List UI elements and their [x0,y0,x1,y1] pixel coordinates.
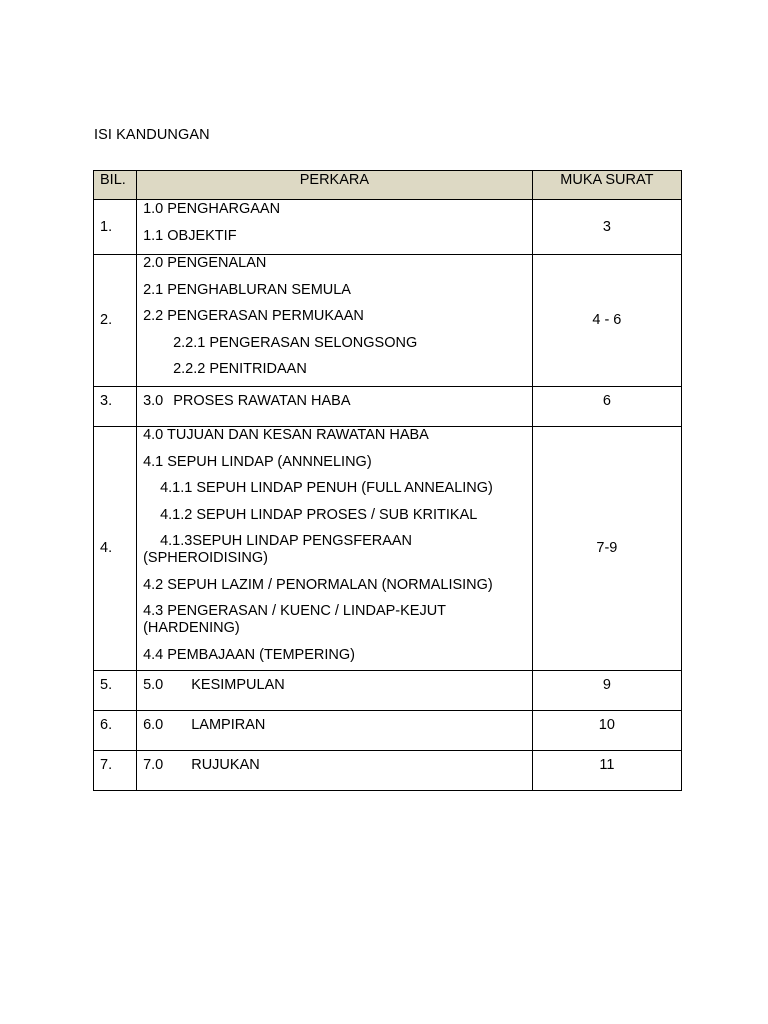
table-row [94,200,682,255]
toc-subentry [143,335,532,352]
bil-cell: 2. [94,255,137,387]
entry-title: TUJUAN DAN KESAN RAWATAN HABA [167,427,429,443]
entry-title: SEPUH LINDAP PENGSFERAAN (SPHEROIDISING) [143,533,413,566]
entry-title: PENGERASAN / KUENC / LINDAP-KEJUT (HARDENING) [143,603,446,636]
toc-entry [143,647,532,664]
entry-title: SEPUH LINDAP (ANNNELING) [167,453,372,470]
entry-title: RUJUKAN [191,757,260,773]
entry-number: 2.2 [143,308,164,324]
entry-number: 2.0 [143,255,164,271]
toc-entry [143,717,532,734]
entry-title: PROSES RAWATAN HABA [173,393,351,409]
entry-number: 5.0 [143,677,164,693]
bil-cell: 3. [94,387,137,427]
toc-entry [143,677,532,694]
page-number-cell: 7-9 [532,427,681,671]
entry-number: 4.0 [143,427,164,443]
perkara-cell [137,427,533,671]
table-row [94,255,682,387]
toc-subentry [143,533,532,567]
header-perkara: PERKARA [137,171,533,200]
bil-cell: 1. [94,200,137,255]
entry-number: 4.1 [143,453,164,470]
entry-title: PEMBAJAAN (TEMPERING) [167,646,355,663]
toc-subentry [143,361,532,378]
header-muka-surat: MUKA SURAT [532,171,681,200]
entry-number: 3.0 [143,393,164,409]
toc-entry [143,577,532,594]
table-row [94,427,682,671]
table-of-contents [93,170,682,791]
entry-title: PENGERASAN SELONGSONG [209,334,418,351]
entry-title: PENGERASAN PERMUKAAN [167,308,364,324]
perkara-cell [137,200,533,255]
entry-number: 1.0 [143,201,164,217]
toc-entry [143,255,532,272]
bil-cell: 4. [94,427,137,671]
toc-entry [143,282,532,299]
entry-number: 2.2.1 [173,334,206,351]
perkara-cell [137,711,533,751]
perkara-cell [137,751,533,791]
toc-entry [143,757,532,774]
entry-number: 7.0 [143,757,164,773]
entry-title: SEPUH LAZIM / PENORMALAN (NORMALISING) [167,576,493,593]
entry-number: 4.2 [143,576,164,593]
toc-entry [143,427,532,444]
entry-title: LAMPIRAN [191,717,266,733]
perkara-cell [137,387,533,427]
entry-title: SEPUH LINDAP PENUH (FULL ANNEALING) [196,480,493,496]
page-number-cell: 6 [532,387,681,427]
table-row [94,671,682,711]
toc-entry [143,201,532,218]
toc-entry [143,454,532,471]
page-number-cell: 9 [532,671,681,711]
table-header-row [94,171,682,200]
entry-number: 4.1.1 [160,480,193,496]
bil-cell: 6. [94,711,137,751]
toc-subentry [143,480,532,497]
entry-title: OBJEKTIF [167,227,237,244]
entry-title: PENITRIDAAN [209,361,307,377]
bil-cell: 7. [94,751,137,791]
table-row [94,387,682,427]
table-row [94,751,682,791]
header-bil: BIL. [94,171,137,200]
entry-number: 2.1 [143,281,164,298]
entry-title: KESIMPULAN [191,677,285,693]
toc-entry [143,228,532,245]
entry-number: 4.1.2 [160,506,193,523]
page-number-cell: 3 [532,200,681,255]
entry-number: 1.1 [143,227,164,244]
entry-title: PENGHABLURAN SEMULA [167,281,351,298]
perkara-cell [137,671,533,711]
page-number-cell: 10 [532,711,681,751]
bil-cell: 5. [94,671,137,711]
page-title: ISI KANDUNGAN [94,127,210,143]
toc-entry [143,603,532,637]
entry-title: SEPUH LINDAP PROSES / SUB KRITIKAL [196,506,478,523]
toc-entry [143,393,532,410]
toc-subentry [143,507,532,524]
entry-number: 4.4 [143,646,164,663]
perkara-cell [137,255,533,387]
entry-title: PENGENALAN [167,255,267,271]
entry-number: 2.2.2 [173,361,206,377]
entry-number: 6.0 [143,717,164,733]
entry-number: 4.1.3 [160,533,193,549]
page-number-cell: 4 - 6 [532,255,681,387]
page-number-cell: 11 [532,751,681,791]
entry-number: 4.3 [143,603,164,619]
toc-entry [143,308,532,325]
entry-title: PENGHARGAAN [167,201,281,217]
table-row [94,711,682,751]
